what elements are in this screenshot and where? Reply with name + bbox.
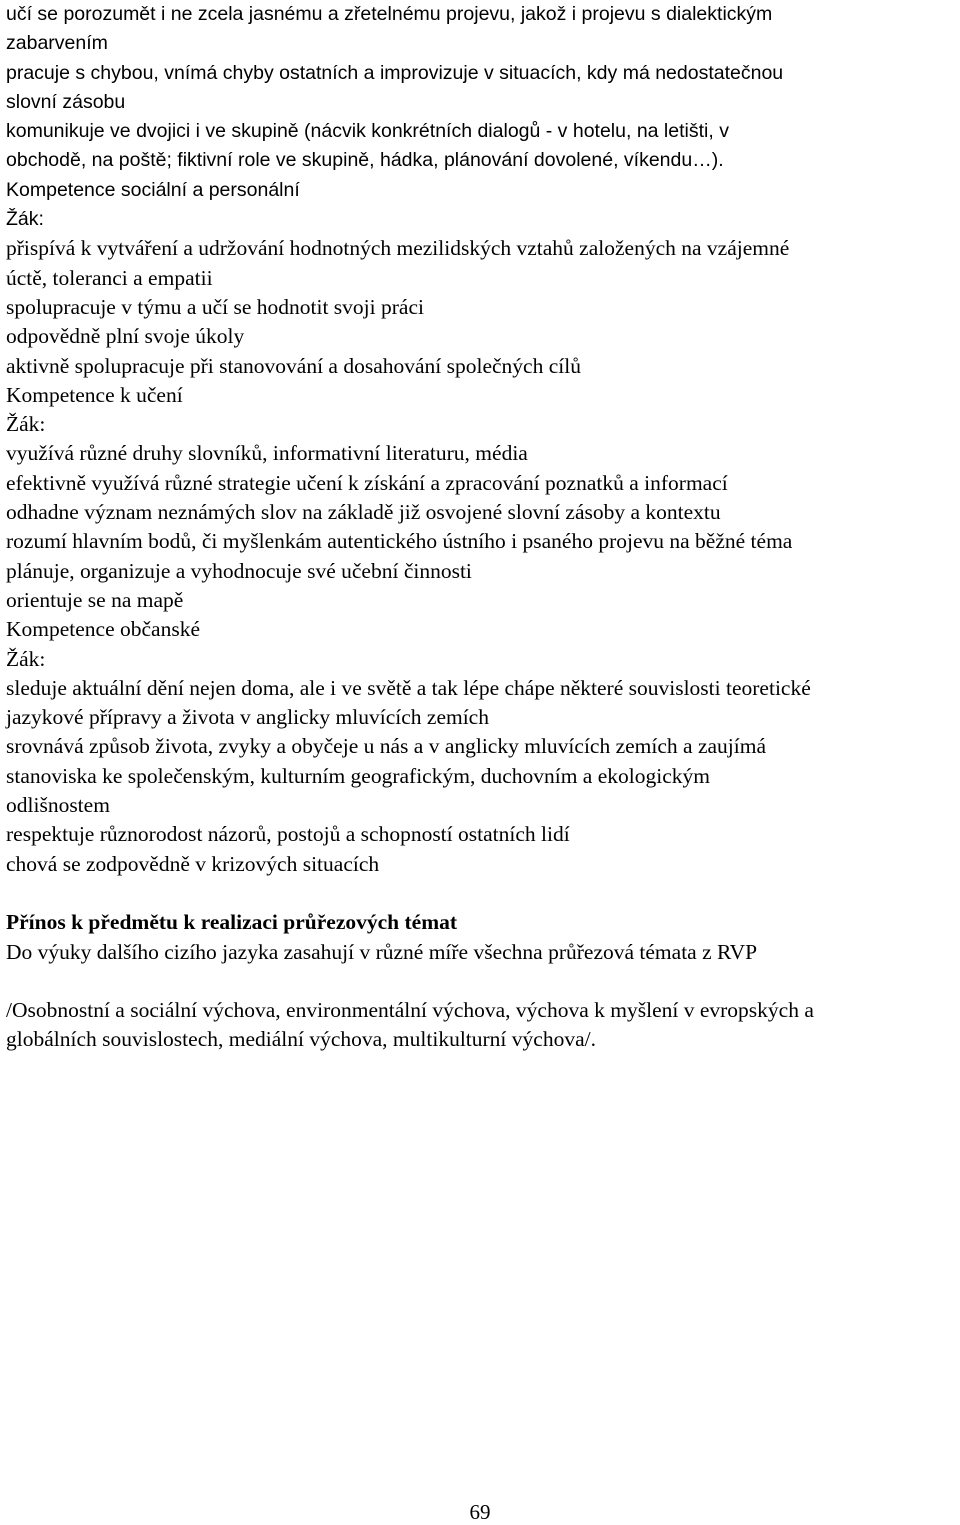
student-label: Žák: [6, 208, 44, 231]
section-heading: Kompetence sociální a personální [6, 178, 300, 201]
civic-competence-section [6, 615, 958, 879]
intro-line: zabarvením [6, 32, 108, 55]
list-item: odpovědně plní svoje úkoly [6, 324, 245, 349]
blank-line [6, 879, 958, 908]
intro-line: učí se porozumět i ne zcela jasnému a zřetelnému projevu, jakož i projevu s dialektickým [6, 3, 773, 25]
section-heading: Kompetence k učení [6, 382, 183, 407]
list-item: jazykové přípravy a života v anglicky mluvících zemích [6, 705, 489, 730]
list-item: přispívá k vytváření a udržování hodnotných mezilidských vztahů založených na vzájemné [6, 236, 790, 261]
list-item: aktivně spolupracuje při stanovování a dosahování společných cílů [6, 353, 581, 378]
paragraph: Do výuky dalšího cizího jazyka zasahují v různé míře všechna průřezová témata z RVP [6, 939, 758, 964]
list-item: respektuje různorodost názorů, postojů a schopností ostatních lidí [6, 822, 570, 847]
list-item: chová se zodpovědně v krizových situacích [6, 851, 380, 876]
cross-curricular-section [6, 908, 958, 1054]
list-item: odhadne význam neznámých slov na základě již osvojené slovní zásoby a kontextu [6, 500, 721, 525]
list-item: spolupracuje v týmu a učí se hodnotit svoji práci [6, 294, 424, 319]
intro-line: pracuje s chybou, vnímá chyby ostatních a improvizuje v situacích, kdy má nedostatečnou [6, 61, 784, 84]
social-competence-section [6, 176, 958, 381]
list-item: odlišnostem [6, 793, 110, 818]
document-page [6, 0, 958, 1055]
list-item: sleduje aktuální dění nejen doma, ale i ve světě a tak lépe chápe některé souvislosti teoretické [6, 675, 811, 700]
student-label: Žák: [6, 412, 46, 437]
list-item: orientuje se na mapě [6, 587, 184, 612]
student-label: Žák: [6, 646, 46, 671]
blank-line [6, 967, 958, 996]
section-heading-bold: Přínos k předmětu k realizaci průřezových témat [6, 910, 458, 935]
intro-line: komunikuje ve dvojici i ve skupině (nácvik konkrétních dialogů - v hotelu, na letišti, v [6, 120, 729, 143]
intro-line: obchodě, na poště; fiktivní role ve skupině, hádka, plánování dovolené, víkendu…). [6, 149, 724, 172]
intro-line: slovní zásobu [6, 90, 126, 113]
topics-line: /Osobnostní a sociální výchova, environmentální výchova, výchova k myšlení v evropských a [6, 998, 814, 1023]
list-item: efektivně využívá různé strategie učení k získání a zpracování poznatků a informací [6, 470, 728, 495]
list-item: využívá různé druhy slovníků, informativní literaturu, média [6, 441, 528, 466]
section-heading: Kompetence občanské [6, 617, 201, 642]
topics-line: globálních souvislostech, mediální výchova, multikulturní výchova/. [6, 1027, 596, 1052]
list-item: plánuje, organizuje a vyhodnocuje své učební činnosti [6, 558, 472, 583]
intro-block [6, 0, 958, 176]
list-item: stanoviska ke společenským, kulturním geografickým, duchovním a ekologickým [6, 763, 710, 788]
learning-competence-section [6, 381, 958, 615]
list-item: rozumí hlavním bodů, či myšlenkám autentického ústního i psaného projevu na běžné téma [6, 529, 793, 554]
list-item: srovnává způsob života, zvyky a obyčeje u nás a v anglicky mluvících zemích a zaujímá [6, 734, 766, 759]
list-item: úctě, toleranci a empatii [6, 265, 213, 290]
page-number: 69 [469, 1500, 491, 1524]
